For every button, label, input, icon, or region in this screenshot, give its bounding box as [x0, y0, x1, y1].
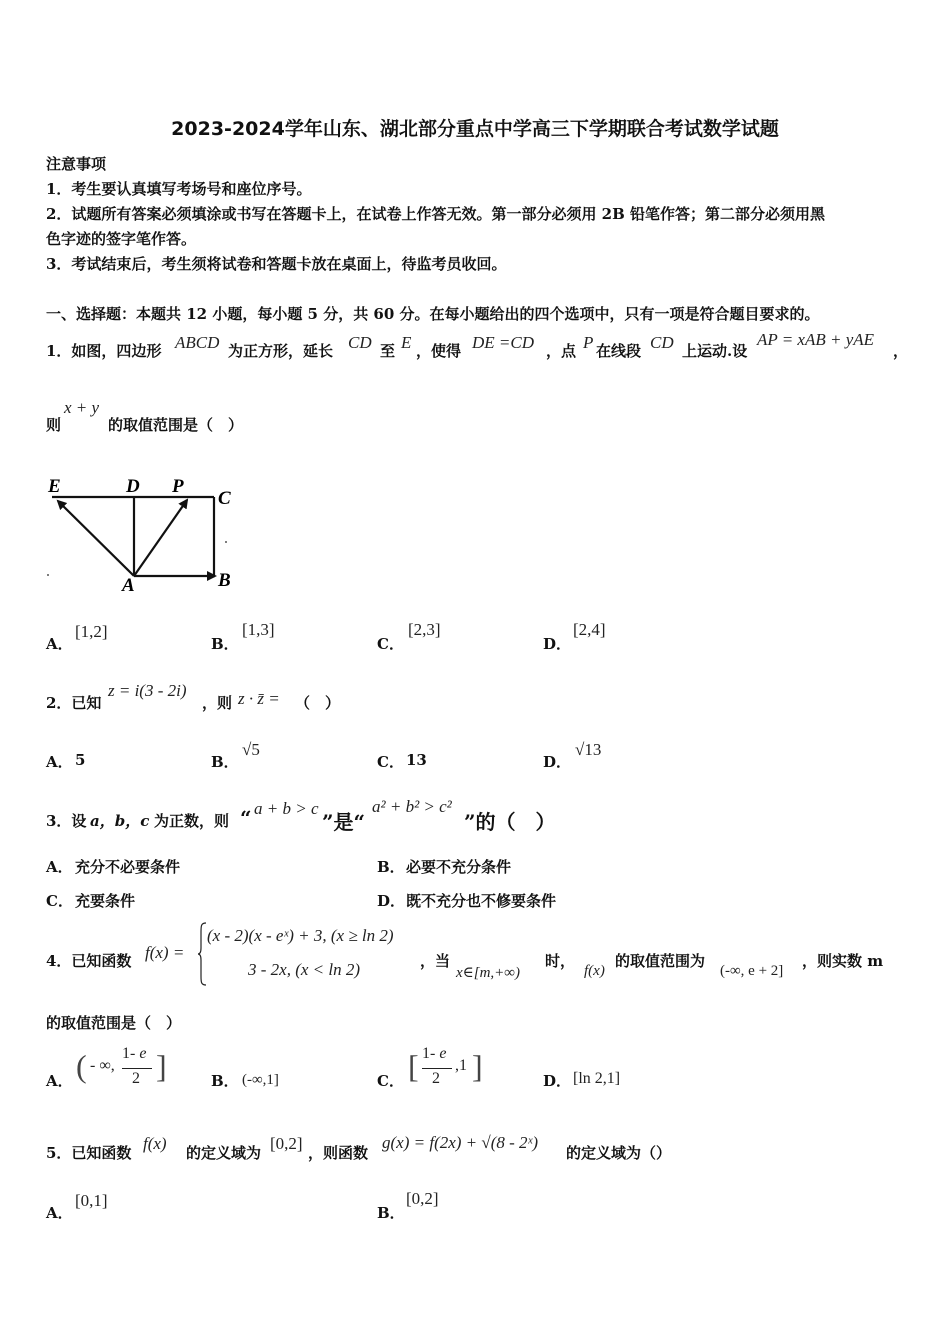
question-1-text: 在线段	[596, 342, 642, 360]
option-value: √5	[242, 740, 260, 759]
vector-ap	[134, 500, 187, 576]
page-title: 2023-2024学年山东、湖北部分重点中学高三下学期联合考试数学试题	[171, 118, 779, 140]
math-expression: E	[401, 333, 412, 352]
option-label: C．	[377, 635, 404, 653]
option-value: [1,2]	[75, 622, 108, 641]
math-expression: [0,2]	[270, 1134, 303, 1153]
option-value: 5	[75, 751, 86, 769]
question-5-text: 5．已知函数	[46, 1144, 132, 1162]
question-4-text: 4．已知函数	[46, 952, 132, 970]
notice-item: 色字迹的签字笔作答。	[46, 230, 197, 248]
option-value: [2,4]	[573, 620, 606, 639]
option-label: A．	[46, 1072, 73, 1090]
option-label: B．	[211, 1072, 239, 1090]
question-4-text: 时，	[545, 952, 576, 970]
option-value: [0,1]	[75, 1191, 108, 1210]
question-5-text: 的定义域为（）	[566, 1144, 672, 1162]
square-figure	[40, 470, 240, 595]
piecewise-case: (x - 2)(x - eˣ) + 3, (x ≥ ln 2)	[207, 926, 394, 945]
speck	[47, 574, 49, 576]
option-value: [ln 2,1]	[573, 1070, 621, 1087]
question-1-text: ，点	[546, 342, 577, 360]
question-4-text: ，当	[420, 952, 451, 970]
option-label: B．	[377, 858, 405, 876]
math-expression: CD	[650, 333, 674, 352]
option-value: (-∞,1]	[242, 1072, 279, 1088]
math-expression: a² + b² > c²	[372, 797, 452, 816]
math-expression: ABCD	[175, 333, 220, 352]
question-1-text: 1．如图，四边形	[46, 342, 162, 360]
math-expression: AP = xAB + yAE	[757, 330, 875, 349]
question-1-text: ，使得	[416, 342, 462, 360]
question-4-text: 的取值范围为	[615, 952, 706, 970]
option-value: 充分不必要条件	[75, 858, 181, 876]
vector-ae	[58, 501, 134, 576]
question-3-text: 为正数，则	[154, 812, 230, 830]
question-1-text: 至	[380, 342, 396, 360]
option-label: A．	[46, 753, 73, 771]
math-expression: a + b > c	[254, 799, 319, 818]
option-value: [1,3]	[242, 620, 275, 639]
option-label: B．	[211, 753, 239, 771]
notice-heading: 注意事项	[46, 155, 107, 173]
piecewise-brace	[197, 922, 207, 986]
question-1-text: 上运动.设	[682, 342, 748, 360]
question-1-text: 的取值范围是（ ）	[108, 416, 244, 434]
option-value: 必要不充分条件	[406, 858, 512, 876]
option-label: A．	[46, 635, 73, 653]
question-2-text: 2．已知	[46, 694, 102, 712]
option-label: A．	[46, 858, 73, 876]
math-expression: (-∞, e + 2]	[720, 963, 784, 979]
label-e: E	[48, 476, 61, 497]
option-value-fraction: [ 1- e 2 ,1 ]	[408, 1045, 483, 1087]
option-label: D．	[543, 635, 572, 653]
question-2-text: （ ）	[295, 694, 341, 712]
option-label: D．	[543, 1072, 572, 1090]
piecewise-case: 3 - 2x, (x < ln 2)	[248, 960, 361, 979]
option-label: C．	[377, 753, 404, 771]
label-a: A	[122, 575, 135, 595]
label-d: D	[126, 476, 140, 497]
question-4-text: ，则实数 m	[802, 952, 884, 970]
question-1-text: 为正方形，延长	[228, 342, 334, 360]
option-label: C．	[46, 892, 73, 910]
question-1-text: ，	[893, 342, 909, 360]
math-expression: f(x)	[584, 963, 605, 979]
label-c: C	[218, 488, 231, 509]
math-expression: g(x) = f(2x) + √(8 - 2ˣ)	[382, 1133, 539, 1152]
notice-item: 2．试题所有答案必须填涂或书写在答题卡上，在试卷上作答无效。第一部分必须用 2B 铅笔作答；第二部分必须用黑	[46, 205, 826, 223]
notice-item: 1．考生要认真填写考场号和座位序号。	[46, 180, 312, 198]
quote-mark: “	[240, 806, 252, 830]
option-value-fraction: ( - ∞, 1- e 2 ]	[76, 1045, 167, 1087]
question-2-text: ，则	[202, 694, 233, 712]
question-1-text: 则	[46, 416, 62, 434]
option-value: [2,3]	[408, 620, 441, 639]
label-b: B	[218, 570, 231, 591]
question-3-vars: a，b，c	[90, 812, 150, 830]
quote-mark: ”的（ ）	[464, 810, 556, 834]
quote-mark: ”是“	[322, 810, 366, 834]
math-expression: DE =CD	[472, 333, 534, 352]
math-expression: f(x)	[143, 1134, 167, 1153]
option-value: [0,2]	[406, 1189, 439, 1208]
math-expression: f(x) =	[145, 943, 185, 962]
section-heading: 一、选择题：本题共 12 小题，每小题 5 分，共 60 分。在每小题给出的四个选项中，只有一项是符合题目要求的。	[46, 305, 820, 323]
option-label: C．	[377, 1072, 404, 1090]
math-expression: x + y	[64, 398, 100, 417]
question-3-text: 3．设	[46, 812, 87, 830]
option-label: D．	[377, 892, 406, 910]
option-label: B．	[211, 635, 239, 653]
option-value: 充要条件	[75, 892, 136, 910]
option-label: A．	[46, 1204, 73, 1222]
math-expression: z · z̄ =	[238, 689, 280, 708]
question-5-text: 的定义域为	[186, 1144, 262, 1162]
option-label: B．	[377, 1204, 405, 1222]
math-expression: CD	[348, 333, 372, 352]
question-5-text: ，则函数	[308, 1144, 369, 1162]
option-label: D．	[543, 753, 572, 771]
label-p: P	[172, 476, 184, 497]
math-expression: x∈[m,+∞)	[456, 965, 520, 981]
option-value: 13	[406, 751, 427, 769]
option-value: 既不充分也不修要条件	[406, 892, 557, 910]
notice-item: 3．考试结束后，考生须将试卷和答题卡放在桌面上，待监考员收回。	[46, 255, 507, 273]
speck	[225, 541, 227, 543]
question-4-text: 的取值范围是（ ）	[46, 1014, 182, 1032]
math-expression: P	[583, 333, 594, 352]
math-expression: z = i(3 - 2i)	[108, 681, 187, 700]
option-value: √13	[575, 740, 602, 759]
